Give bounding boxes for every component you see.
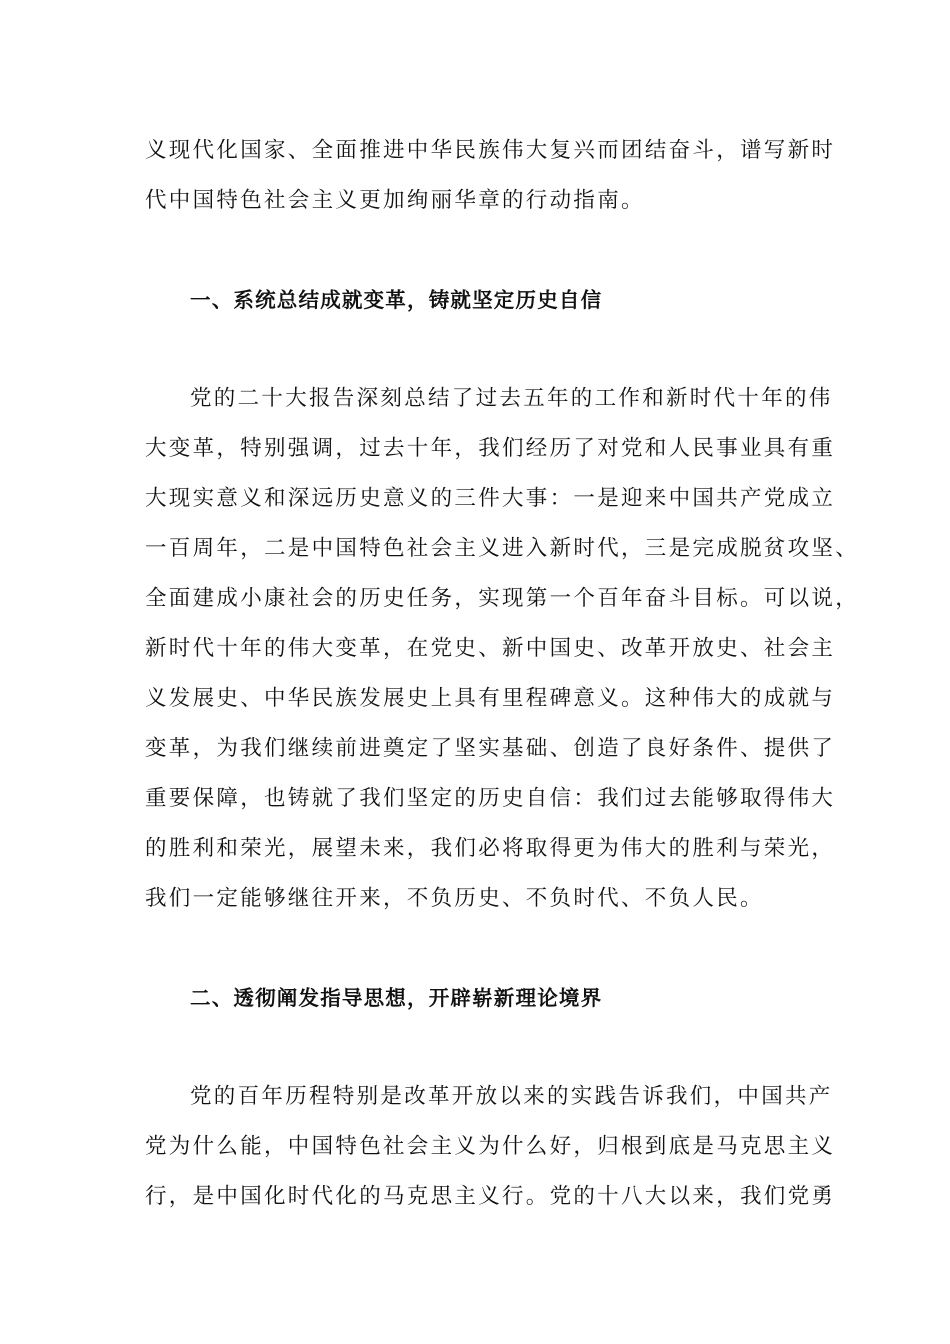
section-1-line-4: 一百周年，二是中国特色社会主义进入新时代，三是完成脱贫攻坚、 xyxy=(145,536,860,561)
section-1-line-11: 我们一定能够继往开来，不负历史、不负时代、不负人民。 xyxy=(145,886,764,911)
section-2-heading: 二、透彻阐发指导思想，开辟崭新理论境界 xyxy=(190,986,603,1010)
section-1-line-3: 大现实意义和深远历史意义的三件大事：一是迎来中国共产党成立 xyxy=(145,486,836,511)
section-1-line-1: 党的二十大报告深刻总结了过去五年的工作和新时代十年的伟 xyxy=(190,386,833,411)
section-1-line-2: 大变革，特别强调，过去十年，我们经历了对党和人民事业具有重 xyxy=(145,436,836,461)
section-2-line-2: 党为什么能，中国特色社会主义为什么好，归根到底是马克思主义 xyxy=(145,1134,836,1159)
section-1-line-10: 的胜利和荣光，展望未来，我们必将取得更为伟大的胜利与荣光， xyxy=(145,836,836,861)
section-2-line-3: 行，是中国化时代化的马克思主义行。党的十八大以来，我们党勇 xyxy=(145,1184,836,1209)
intro-line-1: 义现代化国家、全面推进中华民族伟大复兴而团结奋斗，谱写新时 xyxy=(145,138,836,163)
section-1-line-9: 重要保障，也铸就了我们坚定的历史自信：我们过去能够取得伟大 xyxy=(145,786,836,811)
section-1-line-5: 全面建成小康社会的历史任务，实现第一个百年奋斗目标。可以说， xyxy=(145,586,860,611)
section-1-line-6: 新时代十年的伟大变革，在党史、新中国史、改革开放史、社会主 xyxy=(145,636,836,661)
section-2-line-1: 党的百年历程特别是改革开放以来的实践告诉我们，中国共产 xyxy=(190,1084,833,1109)
section-1-line-7: 义发展史、中华民族发展史上具有里程碑意义。这种伟大的成就与 xyxy=(145,686,836,711)
section-1-heading: 一、系统总结成就变革，铸就坚定历史自信 xyxy=(190,288,603,312)
section-1-line-8: 变革，为我们继续前进奠定了坚实基础、创造了良好条件、提供了 xyxy=(145,736,836,761)
intro-line-2: 代中国特色社会主义更加绚丽华章的行动指南。 xyxy=(145,188,645,213)
